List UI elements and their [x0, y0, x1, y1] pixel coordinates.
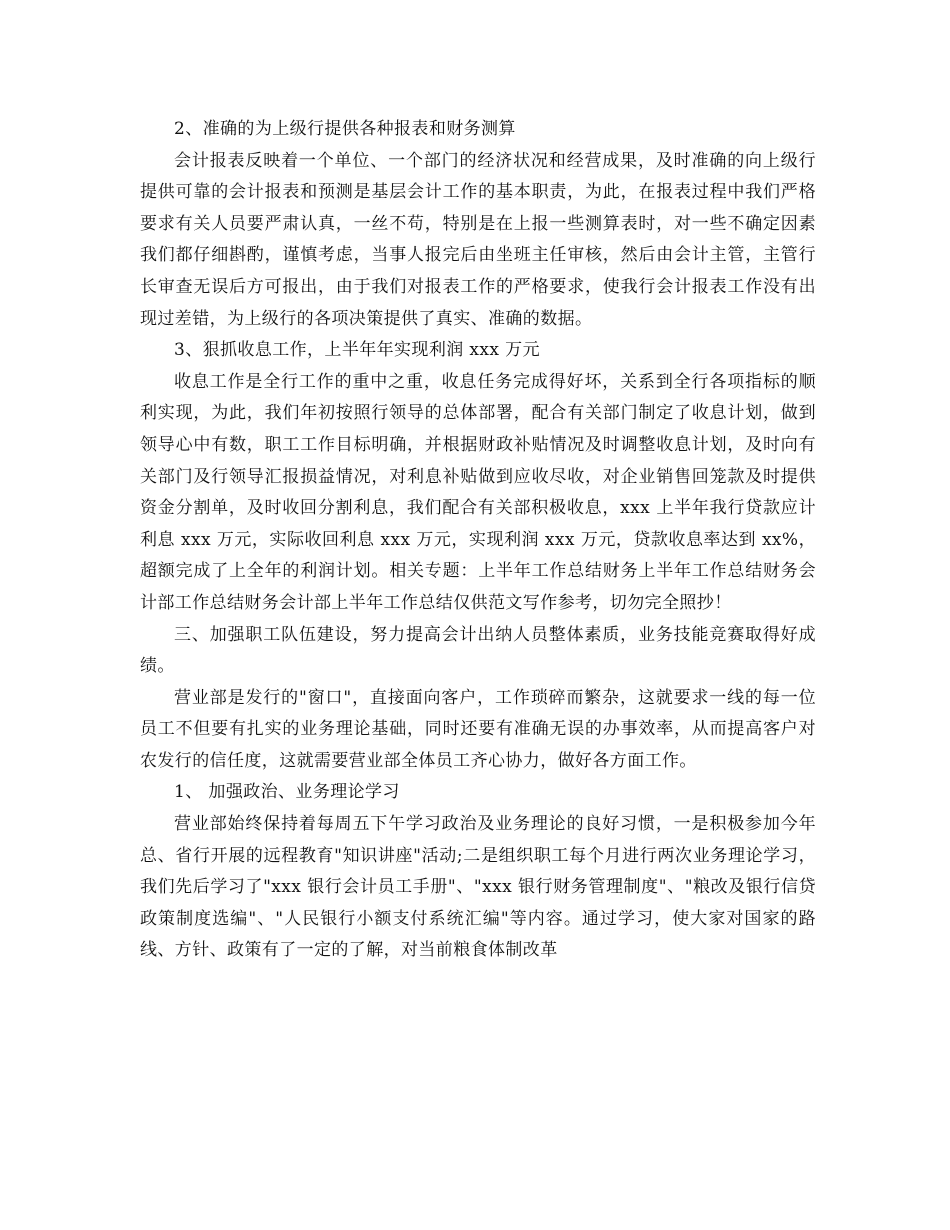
document-body: [140, 114, 816, 967]
heading-item-3: 3、狠抓收息工作，上半年年实现利润 xxx 万元: [174, 340, 540, 361]
paragraph-report-duties: 会计报表反映着一个单位、一个部门的经济状况和经营成果，及时准确的向上级行提供可靠的会计报表和预测是基层会计工作的基本职责，为此，在报表过程中我们严格要求有关人员要严肃认真，一丝不苟，特别是在上报一些测算表时，对一些不确定因素我们都仔细斟酌，谨慎考虑，当事人报完后由坐班主任审核，然后由会计主管，主管行长审查无误后方可报出，由于我们对报表工作的严格要求，使我行会计报表工作没有出现过差错，为上级行的各项决策提供了真实、准确的数据。: [140, 150, 816, 329]
paragraph-study-program: 营业部始终保持着每周五下午学习政治及业务理论的良好习惯，一是积极参加今年总、省行开展的远程教育"知识讲座"活动;二是组织职工每个月进行两次业务理论学习，我们先后学习了"xxx 银行会计员工手册"、"xxx 银行财务管理制度"、"粮改及银行信贷政策制度选编"、"人民银行小额支付系统汇编"等内容。通过学习，使大家对国家的路线、方针、政策有了一定的了解，对当前粮食体制改革: [140, 814, 816, 961]
paragraph-interest-collection: 收息工作是全行工作的重中之重，收息任务完成得好坏，关系到全行各项指标的顺利实现，为此，我们年初按照行领导的总体部署，配合有关部门制定了收息计划，做到领导心中有数，职工工作目标明确，并根据财政补贴情况及时调整收息计划，及时向有关部门及行领导汇报损益情况，对利息补贴做到应收尽收，对企业销售回笼款及时提供资金分割单，及时收回分割利息，我们配合有关部积极收息，xxx 上半年我行贷款应计利息 xxx 万元，实际收回利息 xxx 万元，实现利润 xxx 万元，贷款收息率达到 xx%，超额完成了上全年的利润计划。相关专题：上半年工作总结财务上半年工作总结财务会计部工作总结财务会计部上半年工作总结仅供范文写作参考，切勿完全照抄！: [140, 371, 816, 613]
heading-item-2: 2、准确的为上级行提供各种报表和财务测算: [174, 119, 516, 139]
heading-section-3: 三、加强职工队伍建设，努力提高会计出纳人员整体素质，业务技能竞赛取得好成绩。: [140, 624, 816, 677]
heading-item-1: 1、 加强政治、业务理论学习: [174, 782, 400, 803]
paragraph-service-window: 营业部是发行的"窗口"，直接面向客户，工作琐碎而繁杂，这就要求一线的每一位员工不但要有扎实的业务理论基础，同时还要有准确无误的办事效率，从而提高客户对农发行的信任度，这就需要营业部全体员工齐心协力，做好各方面工作。: [140, 687, 816, 771]
